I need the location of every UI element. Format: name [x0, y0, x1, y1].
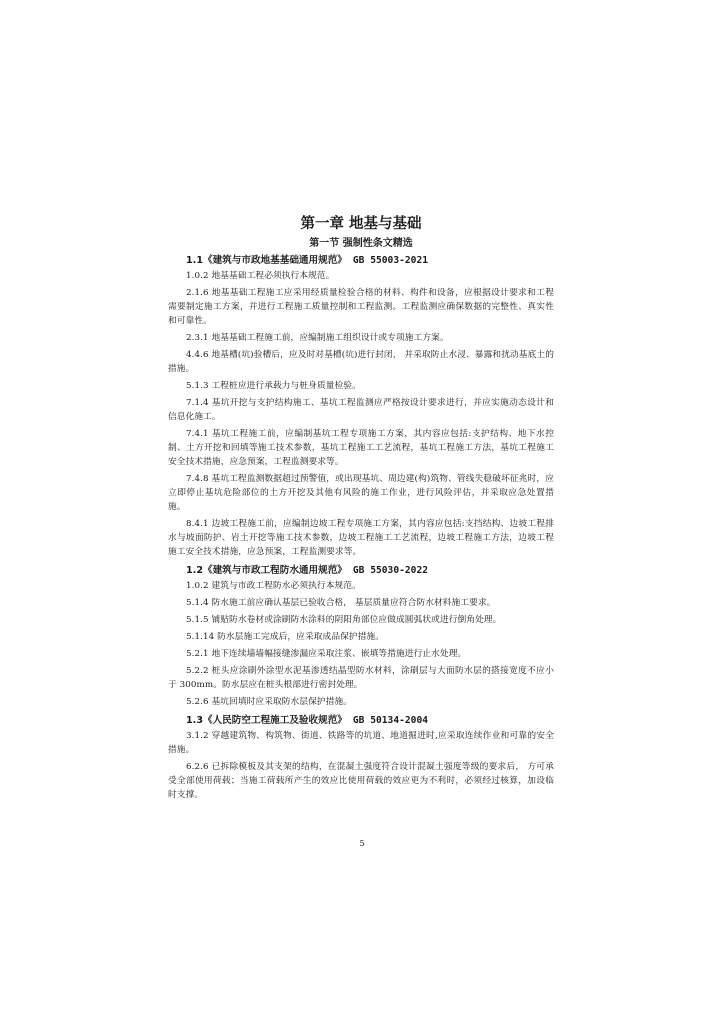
standard-code: GB 50134-2004	[352, 715, 428, 726]
clause: 6.2.6 已拆除模板及其支架的结构，在混凝土强度符合设计混凝土强度等级的要求后， 方可承受全部使用荷载；当施工荷载所产生的效应比使用荷载的效应更为不利时，必须经过核算，加设临时支撑。	[168, 762, 554, 800]
clause: 4.4.6 地基槽(坑)验槽后，应及时对基槽(坑)进行封闭， 并采取防止水浸、暴露和扰动基底土的措施。	[168, 350, 554, 374]
page-number: 5	[359, 839, 365, 848]
chapter-title: 第一章 地基与基础	[300, 216, 422, 232]
clause: 5.1.5 铺贴防水卷材或涂刷防水涂料的阴阳角部位应做成圆弧状或进行倒角处理。	[186, 615, 502, 625]
clause: 5.2.6 基坑回填时应采取防水层保护措施。	[186, 697, 353, 707]
clause: 5.1.4 防水施工前应确认基层已验收合格， 基层质量应符合防水材料施工要求。	[186, 598, 496, 608]
standard-title: 1.2《建筑与市政工程防水通用规范》	[186, 565, 347, 576]
clause: 2.1.6 地基基础工程施工应采用经质量检验合格的材料、构件和设备，应根据设计要求和工程需要制定施工方案，并进行工程施工质量控制和工程监测。工程监测应确保数据的完整性、真实性和可靠性。	[168, 288, 554, 326]
clause: 1.0.2 建筑与市政工程防水必须执行本规范。	[186, 581, 361, 591]
clause: 5.2.1 地下连续墙墙幅接缝渗漏应采取注浆、嵌填等措施进行止水处理。	[186, 649, 467, 659]
standard-block	[168, 562, 554, 709]
clause: 7.4.8 基坑工程监测数据超过预警值，或出现基坑、周边建(构)筑物、管线失稳破坏征兆时，应立即停止基坑危险部位的土方开挖及其他有风险的施工作业，进行风险评估，并采取应急处置措施。	[168, 474, 554, 512]
clause: 3.1.2 穿越建筑物、构筑物、街道、铁路等的坑道、地道掘进时,应采取连续作业和可靠的安全措施。	[168, 731, 554, 755]
clause: 2.3.1 地基基础工程施工前，应编制施工组织设计或专项施工方案。	[186, 333, 449, 343]
clause: 7.1.4 基坑开挖与支护结构施工、基坑工程监测应严格按设计要求进行，并应实施动态设计和信息化施工。	[168, 398, 554, 422]
clause: 5.1.3 工程桩应进行承载力与桩身质量检验。	[186, 381, 361, 391]
standard-heading	[168, 562, 554, 579]
clause: 8.4.1 边坡工程施工前，应编制边坡工程专项施工方案，其内容应包括:支挡结构、边坡工程排水与坡面防护、岩土开挖等施工技术参数，边坡工程施工工艺流程，边坡工程施工方法，边坡工程施工安全技术措施，应急预案，工程监测要求等。	[168, 519, 554, 557]
clause: 1.0.2 地基基础工程必须执行本规范。	[186, 271, 335, 281]
clause: 5.1.14 防水层施工完成后，应采取成品保护措施。	[186, 632, 385, 642]
page-content	[168, 214, 554, 805]
standard-block	[168, 252, 554, 559]
clause: 5.2.2 桩头应涂刷外涂型水泥基渗透结晶型防水材料，涂刷层与大面防水层的搭接宽度不应小于 300mm。防水层应在桩头根部进行密封处理。	[168, 666, 554, 690]
standard-heading	[168, 712, 554, 729]
standard-code: GB 55030-2022	[352, 565, 428, 576]
standard-code: GB 55003-2021	[352, 255, 428, 266]
clause: 7.4.1 基坑工程施工前，应编制基坑工程专项施工方案，其内容应包括:支护结构、地下水控制、土方开挖和回填等施工技术参数，基坑工程施工工艺流程，基坑工程施工方法，基坑工程施工安全技术措施，应急预案，工程监测要求等。	[168, 429, 554, 467]
standard-title: 1.3《人民防空工程施工及验收规范》	[186, 715, 347, 726]
standard-block	[168, 712, 554, 802]
section-title: 第一节 强制性条文精选	[309, 238, 413, 249]
standard-title: 1.1《建筑与市政地基基础通用规范》	[186, 255, 347, 266]
standard-heading	[168, 252, 554, 269]
